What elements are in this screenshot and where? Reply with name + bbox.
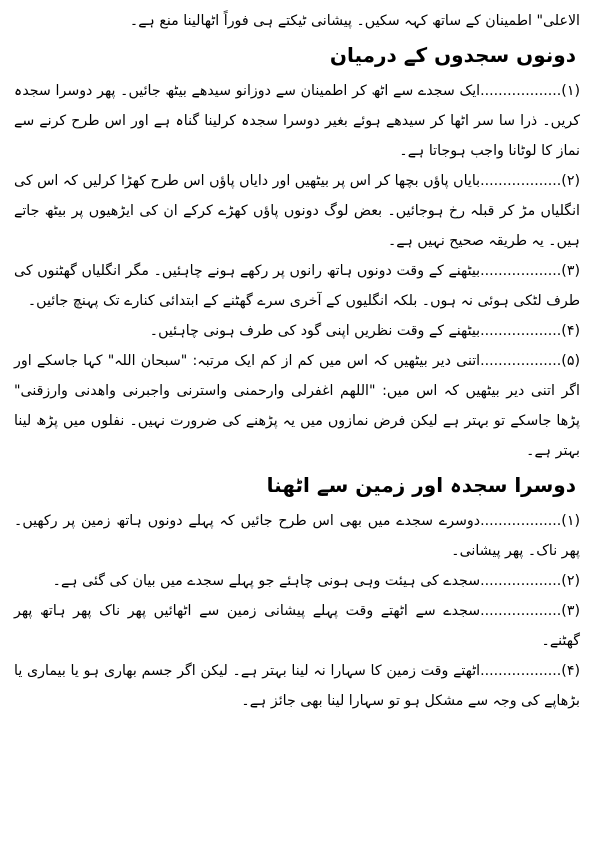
paragraph: (۴)..................بیٹھنے کے وقت نظریں اپنی گود کی طرف ہونی چاہئیں۔ — [149, 323, 580, 339]
paragraph: (۴)..................اٹھتے وقت زمین کا سہارا نہ لینا بہتر ہے۔ لیکن اگر جسم بھاری ہو یا بیماری یا بڑھاپے کی وجہ سے مشکل ہو تو سہارا لینا بھی جائز ہے۔ — [14, 663, 580, 709]
paragraph: (۵)..................اتنی دیر بیٹھیں کہ اس میں کم از کم ایک مرتبہ: "سبحان اللہ" کہا جاسکے اور اگر اتنی دیر بیٹھیں کہ اس میں: "اللھم اغفرلی وارحمنی واسترنی واجبرنی واھدنی وارزقنی" پڑھا جاسکے تو بہتر ہے لیکن فرض نمازوں میں یہ پڑھنے کی ضرورت نہیں۔ نفلوں میں پڑھ لینا بہتر ہے۔ — [14, 353, 580, 459]
paragraph: (۱)..................دوسرے سجدے میں بھی اس طرح جائیں کہ پہلے دونوں ہاتھ زمین پر رکھیں۔ پھر ناک۔ پھر پیشانی۔ — [14, 513, 580, 559]
section-heading-second-sajdah: دوسرا سجدہ اور زمین سے اٹھنا — [266, 473, 576, 497]
paragraph: (۳)..................سجدے سے اٹھتے وقت پہلے پیشانی زمین سے اٹھائیں پھر ناک پھر ہاتھ پھر گھٹنے۔ — [14, 603, 580, 649]
paragraph: (۳)..................بیٹھنے کے وقت دونوں ہاتھ رانوں پر رکھے ہونے چاہئیں۔ مگر انگلیاں گھٹنوں کی طرف لٹکی ہوئی نہ ہوں۔ بلکہ انگلیوں کے آخری سرے گھٹنے کے ابتدائی کنارے تک پہنچ جائیں۔ — [14, 263, 580, 309]
intro-line: الاعلی" اطمینان کے ساتھ کہہ سکیں۔ پیشانی ٹیکتے ہی فوراً اٹھالینا منع ہے۔ — [129, 13, 580, 29]
section-heading-between-sajdahs: دونوں سجدوں کے درمیان — [329, 43, 576, 67]
paragraph: (۲)..................بایاں پاؤں بچھا کر اس پر بیٹھیں اور دایاں پاؤں اس طرح کھڑا کرلیں کہ اس کی انگلیاں مڑ کر قبلہ رخ ہوجائیں۔ بعض لوگ دونوں پاؤں کھڑے کرکے ان کی ایڑھیوں پر بیٹھ جاتے ہیں۔ یہ طریقہ صحیح نہیں ہے۔ — [14, 173, 580, 249]
paragraph: (۱)..................ایک سجدے سے اٹھ کر اطمینان سے دوزانو سیدھے بیٹھ جائیں۔ پھر دوسرا سجدہ کریں۔ ذرا سا سر اٹھا کر سیدھے ہوئے بغیر دوسرا سجدہ کرلینا گناہ ہے اور اس طرح کرنے سے نماز کا لوٹانا واجب ہوجاتا ہے۔ — [14, 83, 580, 159]
section-second-sajdah — [14, 506, 580, 716]
paragraph: (۲)..................سجدے کی ہیئت وہی ہونی چاہئے جو پہلے سجدے میں بیان کی گئی ہے۔ — [52, 573, 580, 589]
section-between-sajdahs — [14, 76, 580, 466]
